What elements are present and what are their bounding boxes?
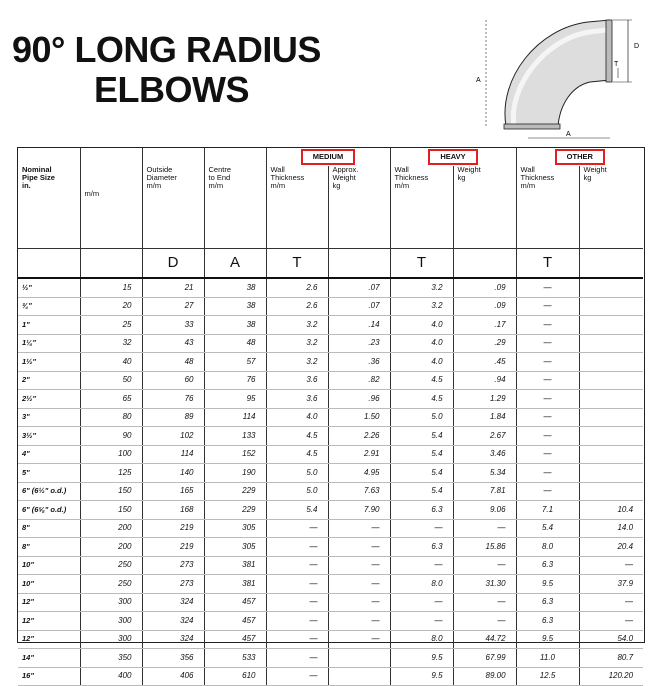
cell-nps-mm: 400 — [80, 667, 142, 686]
cell-heavy-wall: 6.3 — [390, 501, 453, 520]
header-heavy-wall: Wall Thickness m/m — [390, 166, 453, 249]
cell-heavy-wall: 3.2 — [390, 278, 453, 297]
cell-nps-in: 12" — [18, 593, 80, 612]
cell-nps-mm: 40 — [80, 353, 142, 372]
cell-other-wall: — — [516, 464, 579, 483]
cell-nps-mm: 15 — [80, 278, 142, 297]
cell-heavy-wall: 9.5 — [390, 649, 453, 668]
diagram-label-d: D — [634, 43, 640, 50]
cell-cte: 38 — [204, 278, 266, 297]
symbol-heavy-t: T — [390, 249, 453, 279]
cell-od: 165 — [142, 482, 204, 501]
diagram-label-a-bottom: A — [566, 131, 571, 138]
cell-med-weight: 4.95 — [328, 464, 390, 483]
cell-cte: 76 — [204, 371, 266, 390]
cell-med-wall: — — [266, 575, 328, 594]
cell-other-wall: 11.0 — [516, 649, 579, 668]
cell-heavy-weight: .09 — [453, 278, 516, 297]
cell-med-weight: 7.63 — [328, 482, 390, 501]
cell-med-wall: — — [266, 519, 328, 538]
symbol-med-t: T — [266, 249, 328, 279]
cell-med-weight: — — [328, 556, 390, 575]
cell-od: 168 — [142, 501, 204, 520]
cell-od: 273 — [142, 556, 204, 575]
cell-nps-in: 1" — [18, 316, 80, 335]
table-row — [18, 278, 643, 297]
cell-od: 219 — [142, 538, 204, 557]
cell-cte: 457 — [204, 593, 266, 612]
cell-other-weight — [579, 371, 643, 390]
cell-med-wall: 4.5 — [266, 427, 328, 446]
cell-heavy-wall: 4.5 — [390, 390, 453, 409]
cell-nps-mm: 350 — [80, 649, 142, 668]
group-other: OTHER — [516, 148, 643, 166]
group-medium: MEDIUM — [266, 148, 390, 166]
cell-od: 114 — [142, 445, 204, 464]
cell-other-weight: 80.7 — [579, 649, 643, 668]
cell-nps-mm: 25 — [80, 316, 142, 335]
cell-med-weight: .82 — [328, 371, 390, 390]
cell-med-wall: 4.0 — [266, 408, 328, 427]
cell-other-weight — [579, 297, 643, 316]
cell-cte: 533 — [204, 649, 266, 668]
cell-heavy-weight: .45 — [453, 353, 516, 372]
group-heavy: HEAVY — [390, 148, 516, 166]
cell-med-weight: .23 — [328, 334, 390, 353]
cell-nps-mm: 100 — [80, 445, 142, 464]
cell-med-wall: 3.2 — [266, 316, 328, 335]
cell-heavy-weight: 5.34 — [453, 464, 516, 483]
cell-other-weight — [579, 278, 643, 297]
cell-nps-in: 14" — [18, 649, 80, 668]
cell-cte: 57 — [204, 353, 266, 372]
table-row — [18, 371, 643, 390]
table-row — [18, 482, 643, 501]
cell-heavy-wall: 5.4 — [390, 445, 453, 464]
cell-med-wall: 4.5 — [266, 445, 328, 464]
cell-nps-mm: 125 — [80, 464, 142, 483]
cell-cte: 114 — [204, 408, 266, 427]
cell-med-wall: 3.6 — [266, 371, 328, 390]
cell-heavy-weight: .09 — [453, 297, 516, 316]
table-row — [18, 427, 643, 446]
cell-od: 43 — [142, 334, 204, 353]
cell-od: 102 — [142, 427, 204, 446]
cell-nps-in: 6" (6½" o.d.) — [18, 482, 80, 501]
cell-med-weight — [328, 649, 390, 668]
cell-od: 27 — [142, 297, 204, 316]
cell-nps-mm: 300 — [80, 630, 142, 649]
cell-od: 21 — [142, 278, 204, 297]
cell-nps-in: 8" — [18, 519, 80, 538]
cell-nps-mm: 150 — [80, 482, 142, 501]
cell-nps-mm: 65 — [80, 390, 142, 409]
cell-nps-mm: 90 — [80, 427, 142, 446]
table-row — [18, 390, 643, 409]
symbol-other-t: T — [516, 249, 579, 279]
table-row — [18, 649, 643, 668]
cell-other-wall: — — [516, 427, 579, 446]
cell-cte: 229 — [204, 482, 266, 501]
table-row — [18, 667, 643, 686]
cell-other-wall: — — [516, 371, 579, 390]
symbol-row — [18, 249, 643, 279]
cell-other-wall: — — [516, 445, 579, 464]
header-other-weight: Weight kg — [579, 166, 643, 249]
elbow-diagram — [468, 8, 658, 144]
cell-nps-mm: 200 — [80, 519, 142, 538]
cell-med-weight: 2.26 — [328, 427, 390, 446]
cell-other-wall: 6.3 — [516, 556, 579, 575]
diagram-label-a-side: A — [476, 77, 481, 84]
cell-cte: 152 — [204, 445, 266, 464]
cell-nps-mm: 32 — [80, 334, 142, 353]
cell-nps-in: 3½" — [18, 427, 80, 446]
table-row — [18, 334, 643, 353]
cell-med-wall: — — [266, 612, 328, 631]
cell-od: 324 — [142, 630, 204, 649]
cell-other-wall: 9.5 — [516, 630, 579, 649]
cell-nps-mm: 80 — [80, 408, 142, 427]
header-nps-mm: m/m — [80, 166, 142, 249]
cell-other-wall: 8.0 — [516, 538, 579, 557]
cell-other-wall: — — [516, 353, 579, 372]
cell-cte: 305 — [204, 519, 266, 538]
cell-other-weight: 37.9 — [579, 575, 643, 594]
header-med-wall: Wall Thickness m/m — [266, 166, 328, 249]
cell-other-weight — [579, 353, 643, 372]
cell-nps-mm: 250 — [80, 556, 142, 575]
cell-other-weight — [579, 445, 643, 464]
cell-heavy-wall: 5.0 — [390, 408, 453, 427]
cell-med-weight: — — [328, 538, 390, 557]
cell-med-weight: 2.91 — [328, 445, 390, 464]
cell-med-wall: — — [266, 593, 328, 612]
cell-other-weight: — — [579, 593, 643, 612]
cell-heavy-weight: 3.46 — [453, 445, 516, 464]
cell-other-weight — [579, 408, 643, 427]
cell-heavy-weight: 7.81 — [453, 482, 516, 501]
table-row — [18, 464, 643, 483]
cell-nps-in: 8" — [18, 538, 80, 557]
cell-med-weight: .14 — [328, 316, 390, 335]
cell-med-wall: 5.0 — [266, 464, 328, 483]
cell-heavy-wall: 4.0 — [390, 334, 453, 353]
title-line-2: ELBOWS — [94, 69, 249, 110]
cell-other-wall: 7.1 — [516, 501, 579, 520]
cell-med-wall: — — [266, 538, 328, 557]
table-row — [18, 575, 643, 594]
cell-med-wall: 5.4 — [266, 501, 328, 520]
cell-heavy-wall: 3.2 — [390, 297, 453, 316]
cell-cte: 610 — [204, 667, 266, 686]
title-line-1: 90° LONG RADIUS — [12, 29, 321, 70]
cell-med-weight: .96 — [328, 390, 390, 409]
cell-cte: 95 — [204, 390, 266, 409]
table-row — [18, 519, 643, 538]
cell-heavy-weight: .94 — [453, 371, 516, 390]
table-row — [18, 316, 643, 335]
cell-od: 33 — [142, 316, 204, 335]
cell-med-weight: .36 — [328, 353, 390, 372]
cell-heavy-wall: 8.0 — [390, 575, 453, 594]
cell-med-wall: 3.2 — [266, 334, 328, 353]
cell-other-weight: 14.0 — [579, 519, 643, 538]
cell-cte: 381 — [204, 556, 266, 575]
cell-heavy-wall: 4.5 — [390, 371, 453, 390]
cell-heavy-weight: 9.06 — [453, 501, 516, 520]
cell-other-wall: 5.4 — [516, 519, 579, 538]
table-row — [18, 593, 643, 612]
table-row — [18, 501, 643, 520]
cell-heavy-weight: — — [453, 519, 516, 538]
cell-nps-in: 16" — [18, 667, 80, 686]
cell-od: 219 — [142, 519, 204, 538]
table-body — [18, 278, 643, 686]
cell-nps-mm: 150 — [80, 501, 142, 520]
cell-cte: 48 — [204, 334, 266, 353]
cell-med-weight: — — [328, 519, 390, 538]
header-nps-in: Nominal Pipe Size in. — [18, 166, 80, 249]
cell-other-wall: — — [516, 297, 579, 316]
page-title — [12, 30, 321, 110]
cell-cte: 133 — [204, 427, 266, 446]
table-row — [18, 445, 643, 464]
cell-med-wall: 2.6 — [266, 278, 328, 297]
cell-nps-in: 6" (6⅝" o.d.) — [18, 501, 80, 520]
cell-other-wall: 6.3 — [516, 612, 579, 631]
cell-heavy-wall: — — [390, 612, 453, 631]
cell-other-weight: — — [579, 556, 643, 575]
symbol-od: D — [142, 249, 204, 279]
cell-heavy-wall: 6.3 — [390, 538, 453, 557]
cell-nps-mm: 20 — [80, 297, 142, 316]
cell-cte: 38 — [204, 316, 266, 335]
cell-nps-in: ½" — [18, 278, 80, 297]
cell-od: 406 — [142, 667, 204, 686]
cell-nps-in: ¾" — [18, 297, 80, 316]
cell-heavy-wall: — — [390, 593, 453, 612]
cell-heavy-weight: 2.67 — [453, 427, 516, 446]
cell-heavy-weight: 31.30 — [453, 575, 516, 594]
cell-other-weight — [579, 482, 643, 501]
cell-other-weight — [579, 427, 643, 446]
cell-other-wall: — — [516, 390, 579, 409]
cell-heavy-wall: 5.4 — [390, 464, 453, 483]
cell-other-weight — [579, 390, 643, 409]
cell-heavy-weight: 89.00 — [453, 667, 516, 686]
cell-heavy-weight: .29 — [453, 334, 516, 353]
cell-od: 60 — [142, 371, 204, 390]
cell-other-wall: 9.5 — [516, 575, 579, 594]
cell-nps-mm: 250 — [80, 575, 142, 594]
cell-heavy-weight: — — [453, 556, 516, 575]
cell-other-weight: 120.20 — [579, 667, 643, 686]
cell-cte: 229 — [204, 501, 266, 520]
cell-cte: 190 — [204, 464, 266, 483]
column-header-row — [18, 166, 643, 249]
cell-med-weight: — — [328, 630, 390, 649]
cell-med-weight: 1.50 — [328, 408, 390, 427]
header-med-weight: Approx. Weight kg — [328, 166, 390, 249]
cell-med-wall: 3.6 — [266, 390, 328, 409]
cell-other-weight: — — [579, 612, 643, 631]
cell-med-wall: 5.0 — [266, 482, 328, 501]
cell-other-wall: — — [516, 278, 579, 297]
cell-cte: 381 — [204, 575, 266, 594]
cell-med-weight: .07 — [328, 278, 390, 297]
cell-other-wall: 6.3 — [516, 593, 579, 612]
header-heavy-weight: Weight kg — [453, 166, 516, 249]
symbol-cte: A — [204, 249, 266, 279]
cell-heavy-wall: 4.0 — [390, 316, 453, 335]
cell-cte: 305 — [204, 538, 266, 557]
cell-nps-mm: 300 — [80, 593, 142, 612]
cell-heavy-wall: 5.4 — [390, 482, 453, 501]
cell-other-weight: 54.0 — [579, 630, 643, 649]
cell-od: 48 — [142, 353, 204, 372]
cell-heavy-wall: 9.5 — [390, 667, 453, 686]
cell-other-wall: — — [516, 408, 579, 427]
cell-med-wall: — — [266, 649, 328, 668]
cell-other-weight — [579, 316, 643, 335]
cell-med-wall: — — [266, 667, 328, 686]
cell-od: 356 — [142, 649, 204, 668]
table-row — [18, 297, 643, 316]
table-row — [18, 538, 643, 557]
cell-od: 76 — [142, 390, 204, 409]
cell-heavy-weight: — — [453, 593, 516, 612]
header-cte: Centre to End m/m — [204, 166, 266, 249]
cell-med-weight: — — [328, 612, 390, 631]
cell-nps-in: 10" — [18, 556, 80, 575]
header-od: Outside Diameter m/m — [142, 166, 204, 249]
cell-heavy-wall: — — [390, 556, 453, 575]
cell-med-weight: 7.90 — [328, 501, 390, 520]
cell-cte: 457 — [204, 612, 266, 631]
cell-other-weight: 10.4 — [579, 501, 643, 520]
cell-nps-in: 1½" — [18, 353, 80, 372]
cell-cte: 457 — [204, 630, 266, 649]
cell-od: 324 — [142, 593, 204, 612]
cell-med-weight: .07 — [328, 297, 390, 316]
cell-heavy-weight: 44.72 — [453, 630, 516, 649]
cell-nps-in: 3" — [18, 408, 80, 427]
cell-nps-mm: 50 — [80, 371, 142, 390]
cell-od: 273 — [142, 575, 204, 594]
cell-heavy-weight: 1.29 — [453, 390, 516, 409]
cell-heavy-wall: — — [390, 519, 453, 538]
cell-od: 140 — [142, 464, 204, 483]
cell-heavy-weight: 1.84 — [453, 408, 516, 427]
cell-heavy-weight: — — [453, 612, 516, 631]
cell-med-wall: — — [266, 630, 328, 649]
table-row — [18, 353, 643, 372]
cell-other-wall: 12.5 — [516, 667, 579, 686]
table-row — [18, 630, 643, 649]
header-other-wall: Wall Thickness m/m — [516, 166, 579, 249]
cell-heavy-wall: 8.0 — [390, 630, 453, 649]
cell-nps-in: 2" — [18, 371, 80, 390]
table-row — [18, 408, 643, 427]
cell-nps-mm: 200 — [80, 538, 142, 557]
cell-od: 324 — [142, 612, 204, 631]
cell-nps-in: 1¼" — [18, 334, 80, 353]
group-header-row — [18, 148, 643, 166]
cell-od: 89 — [142, 408, 204, 427]
cell-nps-in: 12" — [18, 630, 80, 649]
table-row — [18, 612, 643, 631]
cell-nps-in: 10" — [18, 575, 80, 594]
cell-other-wall: — — [516, 334, 579, 353]
cell-nps-mm: 300 — [80, 612, 142, 631]
cell-nps-in: 12" — [18, 612, 80, 631]
cell-med-wall: 2.6 — [266, 297, 328, 316]
cell-other-weight: 20.4 — [579, 538, 643, 557]
cell-heavy-wall: 5.4 — [390, 427, 453, 446]
cell-cte: 38 — [204, 297, 266, 316]
cell-heavy-weight: .17 — [453, 316, 516, 335]
cell-other-wall: — — [516, 316, 579, 335]
diagram-label-t: T — [614, 61, 619, 68]
cell-heavy-weight: 67.99 — [453, 649, 516, 668]
cell-med-weight: — — [328, 593, 390, 612]
cell-other-wall: — — [516, 482, 579, 501]
cell-med-weight: — — [328, 575, 390, 594]
cell-nps-in: 4" — [18, 445, 80, 464]
cell-heavy-weight: 15.86 — [453, 538, 516, 557]
table-row — [18, 556, 643, 575]
cell-med-wall: — — [266, 556, 328, 575]
cell-med-weight — [328, 667, 390, 686]
elbow-table — [17, 147, 645, 681]
cell-nps-in: 2½" — [18, 390, 80, 409]
cell-med-wall: 3.2 — [266, 353, 328, 372]
cell-other-weight — [579, 334, 643, 353]
cell-other-weight — [579, 464, 643, 483]
cell-nps-in: 5" — [18, 464, 80, 483]
cell-heavy-wall: 4.0 — [390, 353, 453, 372]
